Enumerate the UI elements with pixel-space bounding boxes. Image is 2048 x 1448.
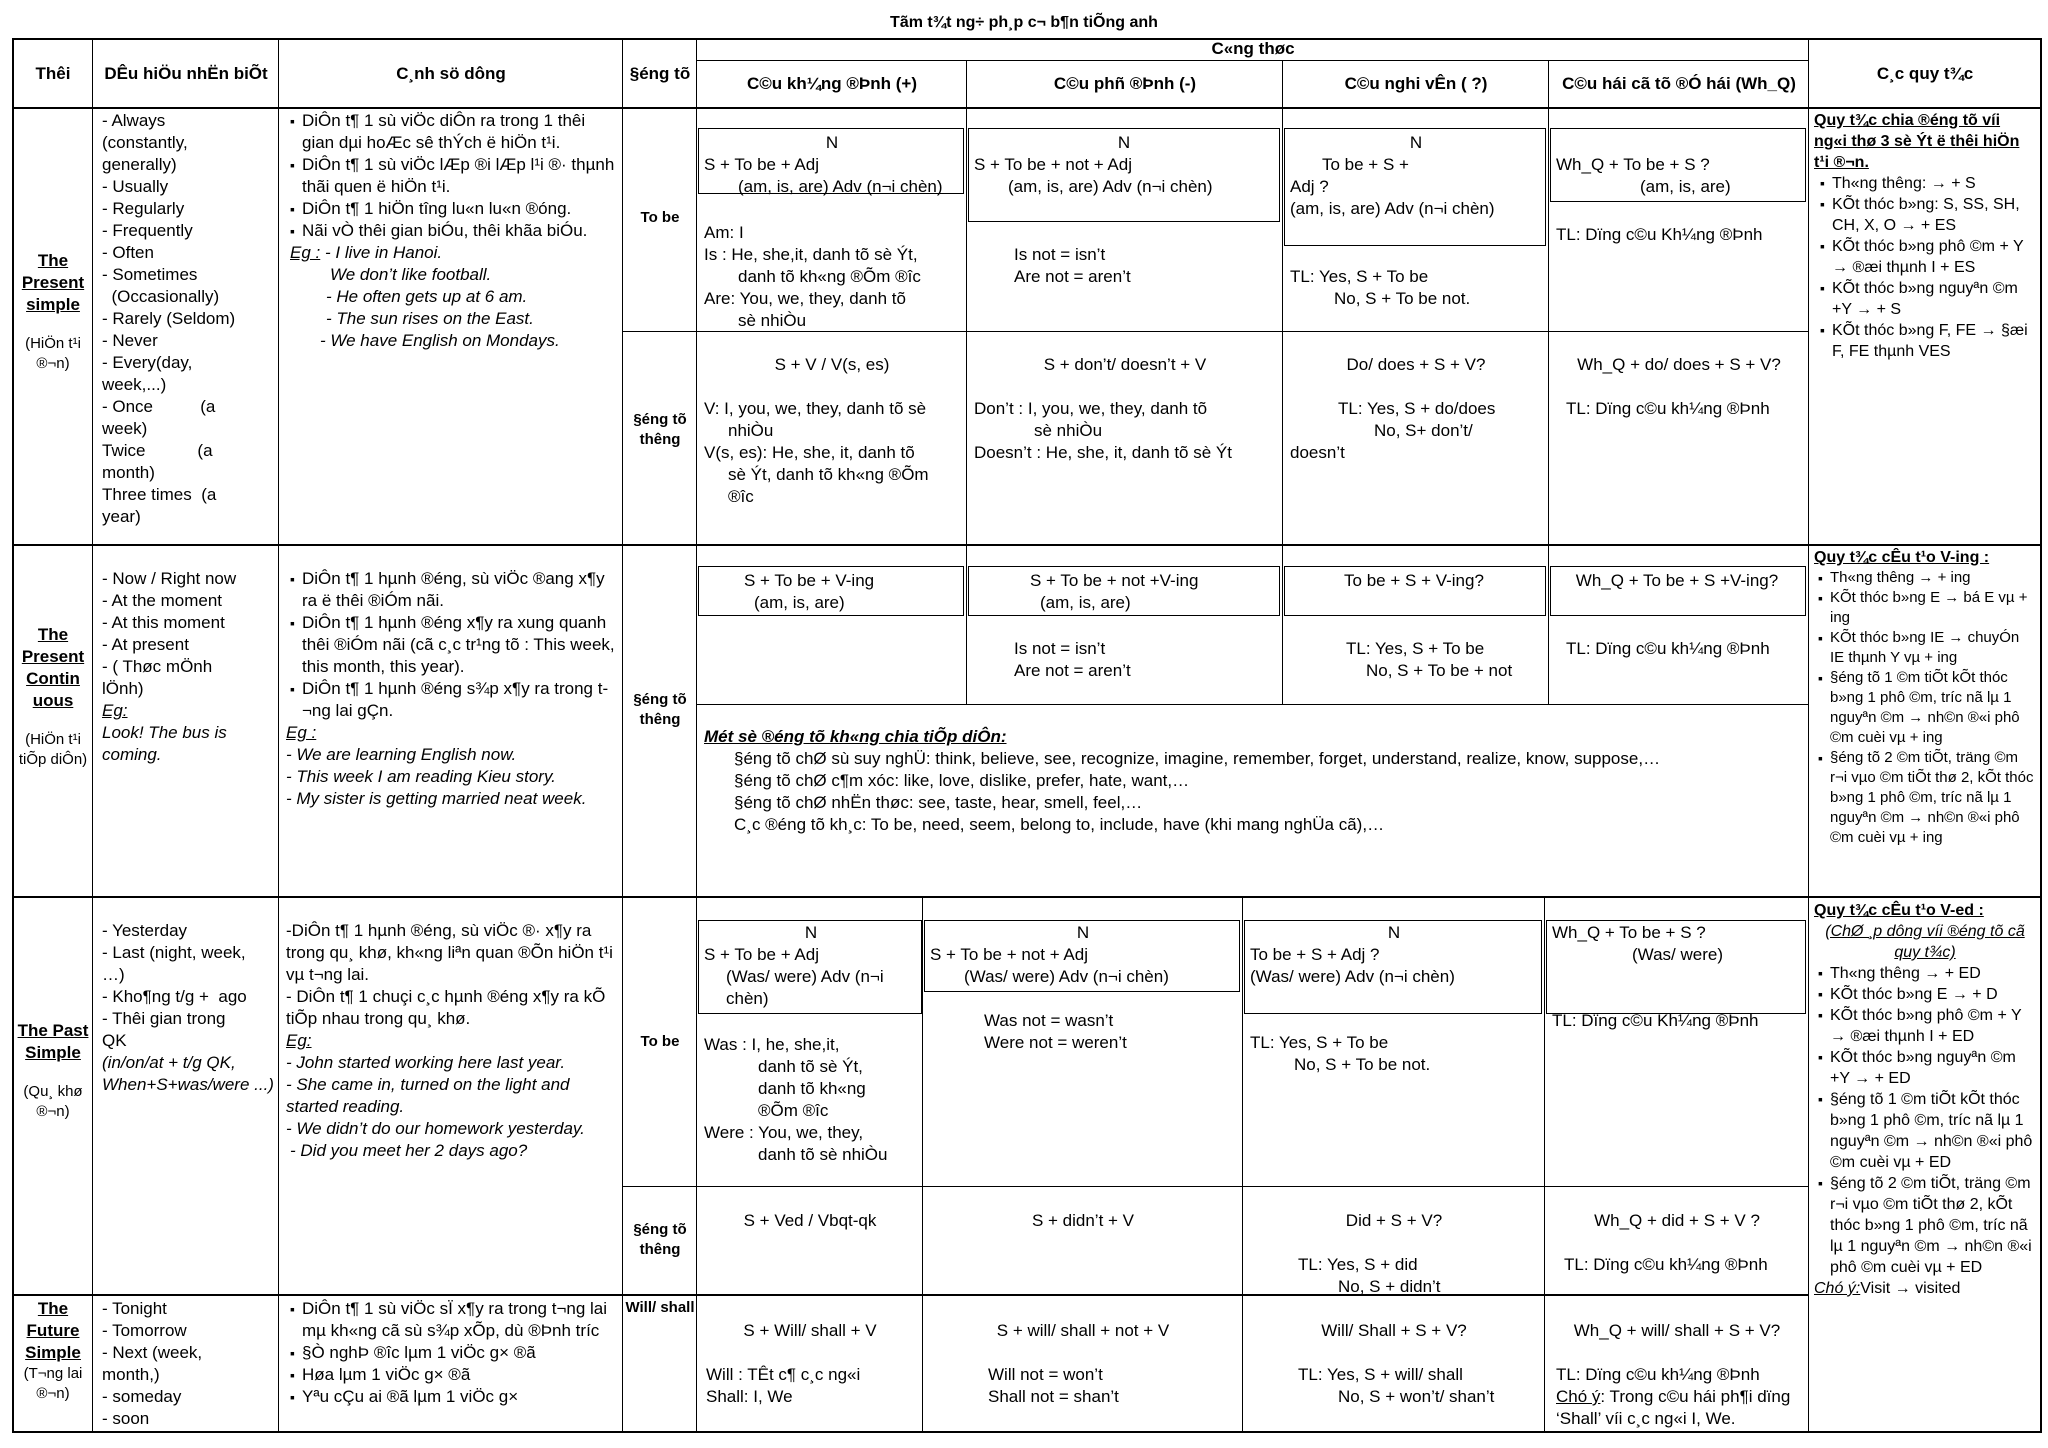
note-line: Will : TÊt c¶ c¸c ng«i xyxy=(706,1365,861,1384)
note-line: No, S + To be not. xyxy=(1294,1055,1431,1074)
note-line: Was : I, he, she,it, xyxy=(704,1035,840,1054)
note-line: Will not = won’t xyxy=(988,1365,1103,1384)
future-wh: Wh_Q + will/ shall + S + V? xyxy=(1573,1321,1781,1340)
future-neg: S + will/ shall + not + V xyxy=(996,1321,1170,1340)
signal-example: Look! The bus is coming. xyxy=(102,723,227,764)
pc-pos xyxy=(704,570,960,614)
signal: week,...) xyxy=(102,375,167,394)
example: - My sister is getting married neat week. xyxy=(286,789,587,808)
note-line: TL: Dïng c©u kh¼ng ®Þnh xyxy=(1556,1365,1760,1384)
note-line: ®Õm ®îc xyxy=(758,1101,829,1120)
past-tobe-neg-notes xyxy=(984,1010,1234,1054)
usage-future-simple xyxy=(282,1298,618,1408)
ps-normal-pos-notes xyxy=(704,398,962,508)
eg-label: Eg: xyxy=(102,701,128,720)
signal: - Kho¶ng t/g + ago xyxy=(102,987,247,1006)
formula-line: (am, is, are) Adv (n¬i chèn) xyxy=(738,177,943,196)
signal: - Every(day, xyxy=(102,353,193,372)
signal: - Rarely (Seldom) xyxy=(102,309,236,328)
formula-line: (Was/ were) Adv (n¬i chèn) xyxy=(726,967,884,1008)
note-line: No, S + won’t/ shan’t xyxy=(1338,1387,1495,1406)
ps-normal-wh-note: TL: Dïng c©u kh¼ng ®Þnh xyxy=(1566,399,1770,418)
header-thi: Thêi xyxy=(35,63,71,83)
signal: month,) xyxy=(102,1365,160,1384)
pc-neg-notes xyxy=(1014,638,1264,682)
rule-item: ▪ Th«ng thêng → + ED xyxy=(1820,963,2036,984)
usage-item: ▪ Nãi vÒ thêi gian biÓu, thêi khãa biÓu. xyxy=(292,220,618,242)
signals-present-continuous xyxy=(102,568,274,766)
signal: week) xyxy=(102,419,148,438)
note-text: Visit → visited xyxy=(1860,1280,1961,1297)
pc-wh-note: TL: Dïng c©u kh¼ng ®Þnh xyxy=(1566,639,1770,658)
exception-item: §éng tõ chØ nhËn thøc: see, taste, hear, smell, feel,… xyxy=(734,793,1143,812)
note-line: nhiÒu xyxy=(728,421,774,440)
past-normal-q-notes xyxy=(1298,1254,1542,1298)
signal: - Regularly xyxy=(102,199,185,218)
note-line: danh tõ kh«ng xyxy=(758,1079,866,1098)
ps-tobe-wh xyxy=(1556,154,1802,198)
pc-neg xyxy=(974,570,1274,614)
future-pos: S + Will/ shall + V xyxy=(743,1321,877,1340)
past-tobe-neg xyxy=(930,922,1236,988)
header-cong-thuc: C«ng thøc xyxy=(1211,39,1295,58)
note-line: TL: Yes, S + do/does xyxy=(1338,399,1496,418)
note-line: TL: Yes, S + To be xyxy=(1290,267,1429,286)
tense-present-continuous xyxy=(14,624,92,770)
verb-normal: §éng tõ thêng xyxy=(633,1221,687,1258)
header-khang-dinh: C©u kh¼ng ®Þnh (+) xyxy=(746,74,918,93)
note-line: danh tõ sè nhiÒu xyxy=(758,1145,888,1164)
pc-q-notes xyxy=(1290,638,1544,682)
ps-normal-q-notes xyxy=(1290,398,1546,464)
verb-normal: §éng tõ thêng xyxy=(633,411,687,448)
note-line: sè nhiÒu xyxy=(1034,421,1103,440)
usage-item: ▪ Høa lµm 1 viÖc g× ®ã xyxy=(292,1364,618,1386)
usage-item: ▪ DiÔn t¶ 1 sù viÖc diÔn ra trong 1 thêi gian dµi hoÆc sê thÝch ë hiÖn t¹i. xyxy=(292,110,618,154)
rules-present-continuous xyxy=(1814,548,2036,848)
example: - He often gets up at 6 am. xyxy=(326,287,528,306)
signal: - At this moment xyxy=(102,613,225,632)
signal: Three times (a xyxy=(102,485,217,504)
header-canh-su-dung: C¸nh sö dông xyxy=(396,63,506,83)
usage-item: - DiÔn t¶ 1 chuçi c¸c hµnh ®éng x¶y ra kÕ tiÕp nhau trong qu¸ khø. xyxy=(286,987,606,1028)
tense-sub: (T¬ng lai ®¬n) xyxy=(23,1365,83,1402)
past-normal-pos: S + Ved / Vbqt-qk xyxy=(743,1211,877,1230)
rule-item: ▪ KÕt thóc b»ng E → bá E vµ + ing xyxy=(1820,588,2036,628)
formula-line: N xyxy=(1117,133,1131,152)
ps-tobe-pos xyxy=(704,132,960,198)
formula-line: To be + S + Adj ? xyxy=(1250,945,1380,964)
verb-tobe: To be xyxy=(640,209,680,226)
rule-item: ▪ KÕt thóc b»ng E → + D xyxy=(1820,984,2036,1005)
note-line: Don’t : I, you, we, they, danh tõ xyxy=(974,399,1208,418)
note-line: TL: Yes, S + did xyxy=(1298,1255,1418,1274)
future-pos-notes xyxy=(706,1364,920,1408)
past-normal-neg: S + didn’t + V xyxy=(1031,1211,1135,1230)
note-line: Is not = isn’t xyxy=(1014,245,1106,264)
usage-present-continuous xyxy=(282,568,618,810)
past-tobe-pos xyxy=(704,922,918,1010)
note-line: V(s, es): He, she, it, danh tõ xyxy=(704,443,915,462)
note-line: Is not = isn’t xyxy=(1014,639,1106,658)
note-line: Am: I xyxy=(704,223,744,242)
signal: - Frequently xyxy=(102,221,193,240)
note-line: doesn’t xyxy=(1290,443,1345,462)
signals-present-simple xyxy=(102,110,274,528)
header-dau-hieu: DÊu hiÖu nhËn biÕt xyxy=(104,63,268,83)
signal: - someday xyxy=(102,1387,182,1406)
ps-normal-pos: S + V / V(s, es) xyxy=(774,355,890,374)
signal: - Never xyxy=(102,331,158,350)
eg-label: Eg : xyxy=(290,243,321,262)
pc-q: To be + S + V-ing? xyxy=(1344,571,1484,590)
tense-future-simple xyxy=(14,1298,92,1404)
verb-tobe: To be xyxy=(640,1033,680,1050)
note-line: Are: You, we, they, danh tõ xyxy=(704,289,906,308)
header-quy-tac: C¸c quy t¾c xyxy=(1876,63,1974,83)
header-nghi-van: C©u nghi vÊn ( ?) xyxy=(1344,74,1488,93)
signal: (Occasionally) xyxy=(102,287,220,306)
note-line: Are not = aren’t xyxy=(1014,661,1131,680)
formula-line: Wh_Q + To be + S ? xyxy=(1552,923,1706,942)
note-line: Were not = weren’t xyxy=(984,1033,1127,1052)
example: - Did you meet her 2 days ago? xyxy=(290,1141,528,1160)
formula-line: (am, is, are) Adv (n¬i chèn) xyxy=(1290,199,1495,218)
ps-tobe-q xyxy=(1290,132,1542,220)
usage-item: ▪ DiÔn t¶ 1 hiÖn tîng lu«n lu«n ®óng. xyxy=(292,198,618,220)
tense-present-simple xyxy=(14,250,92,374)
formula-line: N xyxy=(825,133,839,152)
note-line: Is : He, she,it, danh tõ sè Ýt, xyxy=(704,245,918,264)
past-tobe-q-notes xyxy=(1250,1032,1538,1076)
past-normal-wh-note: TL: Dïng c©u kh¼ng ®Þnh xyxy=(1564,1255,1768,1274)
tense-name: The Past Simple xyxy=(17,1021,89,1062)
future-neg-notes xyxy=(988,1364,1238,1408)
signal: - Often xyxy=(102,243,154,262)
formula-line: (am, is, are) xyxy=(1040,593,1131,612)
formula-line: (Was/ were) xyxy=(1632,945,1723,964)
formula-line: N xyxy=(1076,923,1090,942)
note-line: TL: Yes, S + will/ shall xyxy=(1298,1365,1463,1384)
note-line: Shall not = shan’t xyxy=(988,1387,1119,1406)
header-cau-hoi: C©u hái cã tõ ®Ó hái (Wh_Q) xyxy=(1562,74,1796,93)
formula-line: (Was/ were) Adv (n¬i chèn) xyxy=(964,967,1169,986)
rule-item: ▪ KÕt thóc b»ng F, FE → §æi F, FE thµnh VES xyxy=(1822,320,2036,362)
note-line: TL: Yes, S + To be xyxy=(1346,639,1485,658)
verb-normal: §éng tõ thêng xyxy=(633,691,687,728)
example: - We have English on Mondays. xyxy=(320,331,560,350)
usage-present-simple xyxy=(282,110,618,352)
past-tobe-wh xyxy=(1552,922,1802,966)
example: - I live in Hanoi. xyxy=(324,243,443,262)
formula-line: (Was/ were) Adv (n¬i chèn) xyxy=(1250,967,1455,986)
formula-line: S + To be + not + Adj xyxy=(974,155,1133,174)
note-line: No, S + To be + not xyxy=(1366,661,1513,680)
past-tobe-pos-notes xyxy=(704,1034,920,1166)
note-line: sè Ýt, danh tõ kh«ng ®Õm xyxy=(728,465,929,484)
example: - We didn’t do our homework yesterday. xyxy=(286,1119,585,1138)
signal: lÖnh) xyxy=(102,679,144,698)
past-normal-q: Did + S + V? xyxy=(1345,1211,1443,1230)
note-line: sè nhiÒu xyxy=(738,311,807,330)
formula-line: S + To be + Adj xyxy=(704,945,819,964)
rules-past-simple xyxy=(1814,900,2036,1299)
note-line: ®îc xyxy=(728,487,754,506)
rule-item: ▪ KÕt thóc b»ng phô ©m + Y → ®æi thµnh I + ES xyxy=(1822,236,2036,278)
signal: - Last (night, week, xyxy=(102,943,246,962)
signal: - Tonight xyxy=(102,1299,167,1318)
note-line: Doesn’t : He, she, it, danh tõ sè Ýt xyxy=(974,443,1232,462)
signal: generally) xyxy=(102,155,177,174)
formula-line: N xyxy=(1409,133,1423,152)
pc-wh: Wh_Q + To be + S +V-ing? xyxy=(1575,571,1779,590)
tense-sub: (HiÖn t¹i ®¬n) xyxy=(25,335,81,372)
example: We don’t like football. xyxy=(330,265,492,284)
ps-tobe-q-notes xyxy=(1290,266,1542,310)
tense-sub: (Qu¸ khø ®¬n) xyxy=(23,1083,83,1120)
eg-label: Eg : xyxy=(286,723,317,742)
note-line: No, S+ don’t/ xyxy=(1374,421,1473,440)
future-wh-notes xyxy=(1552,1364,1806,1430)
ps-normal-wh: Wh_Q + do/ does + S + V? xyxy=(1577,355,1781,374)
signal: - Tomorrow xyxy=(102,1321,187,1340)
signal: - ( Thøc mÖnh xyxy=(102,657,213,676)
signal: - At the moment xyxy=(102,591,222,610)
signal: QK xyxy=(102,1031,127,1050)
ps-tobe-wh-note: TL: Dïng c©u Kh¼ng ®Þnh xyxy=(1556,225,1763,244)
formula-line: N xyxy=(804,923,818,942)
formula-line: To be + S + xyxy=(1322,155,1409,174)
rule-item: ▪ KÕt thóc b»ng: S, SS, SH, CH, X, O → + ES xyxy=(1822,194,2036,236)
past-tobe-wh-note: TL: Dïng c©u Kh¼ng ®Þnh xyxy=(1552,1011,1759,1030)
usage-item: ▪ DiÔn t¶ 1 hµnh ®éng s¾p x¶y ra trong t¬ng lai gÇn. xyxy=(292,678,618,722)
signal-note: (in/on/at + t/g QK, When+S+was/were ...) xyxy=(102,1053,274,1094)
note-text: : Trong c©u hái ph¶i dïng ‘Shall’ víi c¸c ng«i I, We. xyxy=(1556,1387,1791,1428)
header-phu-dinh: C©u phñ ®Þnh (-) xyxy=(1053,74,1197,93)
note-line: Was not = wasn’t xyxy=(984,1011,1114,1030)
signal: (constantly, xyxy=(102,133,188,152)
note-line: No, S + didn’t xyxy=(1338,1277,1441,1296)
signal: year) xyxy=(102,507,141,526)
exception-item: C¸c ®éng tõ kh¸c: To be, need, seem, belong to, include, have (khi mang nghÜa cã),… xyxy=(734,815,1385,834)
future-q: Will/ Shall + S + V? xyxy=(1321,1321,1467,1340)
exceptions-title: Mét sè ®éng tõ kh«ng chia tiÕp diÔn: xyxy=(704,727,1007,746)
formula-line: Adj ? xyxy=(1290,177,1329,196)
note-line: danh tõ sè Ýt, xyxy=(758,1057,863,1076)
tense-sub: (HiÖn t¹i tiÕp diÔn) xyxy=(18,731,88,768)
rule-item: ▪ Th«ng thêng → + ing xyxy=(1820,568,2036,588)
formula-line: (am, is, are) xyxy=(754,593,845,612)
rule-item: ▪ §éng tõ 1 ©m tiÕt kÕt thóc b»ng 1 phô ©m, tríc nã lµ 1 nguyªn ©m → nh©n ®«i phô ©m cuèi vµ + ing xyxy=(1820,668,2036,748)
signal: Twice (a xyxy=(102,441,213,460)
rule-item: ▪ Th«ng thêng: → + S xyxy=(1822,173,2036,194)
signal: …) xyxy=(102,965,125,984)
note-line: No, S + To be not. xyxy=(1334,289,1471,308)
note-line: danh tõ kh«ng ®Õm ®îc xyxy=(738,267,921,286)
signal: - Always xyxy=(102,111,166,130)
usage-item: ▪ DiÔn t¶ 1 hµnh ®éng x¶y ra xung quanh thêi ®iÓm nãi (cã c¸c tr¹ng tõ : This week, this month, this year). xyxy=(292,612,618,678)
signals-future-simple xyxy=(102,1298,274,1430)
ps-tobe-neg-notes xyxy=(1014,244,1264,288)
signal: - Sometimes xyxy=(102,265,198,284)
example: - This week I am reading Kieu story. xyxy=(286,767,556,786)
formula-line: S + To be + not +V-ing xyxy=(1030,571,1199,590)
ps-normal-neg: S + don’t/ doesn’t + V xyxy=(1043,355,1207,374)
formula-line: (am, is, are) xyxy=(1640,177,1731,196)
tense-name: The Present simple xyxy=(21,251,85,314)
rules-present-simple xyxy=(1814,110,2036,362)
rule-item: ▪ KÕt thóc b»ng IE → chuyÓn IE thµnh Y vµ + ing xyxy=(1820,628,2036,668)
usage-item: -DiÔn t¶ 1 hµnh ®éng, sù viÖc ®· x¶y ra trong qu¸ khø, kh«ng liªn quan ®Õn hiÖn t¹i vµ t¬ng lai. xyxy=(286,921,613,984)
usage-item: ▪ DiÔn t¶ 1 hµnh ®éng, sù viÖc ®ang x¶y ra ë thêi ®iÓm nãi. xyxy=(292,568,618,612)
rule-title: Quy t¾c chia ®éng tõ víi ng«i thø 3 sè Ýt ë thêi hiÖn t¹i ®¬n. xyxy=(1814,112,2020,171)
signal: - soon xyxy=(102,1409,150,1428)
example: - We are learning English now. xyxy=(286,745,517,764)
rule-sub: (ChØ ¸p dông víi ®éng tõ cã quy t¾c) xyxy=(1825,923,2025,961)
tense-name: The Future Simple xyxy=(25,1299,81,1362)
formula-line: (am, is, are) Adv (n¬i chèn) xyxy=(1008,177,1213,196)
past-tobe-q xyxy=(1250,922,1538,988)
usage-item: ▪ Yªu cÇu ai ®ã lµm 1 viÖc g× xyxy=(292,1386,618,1408)
formula-line: N xyxy=(1387,923,1401,942)
rule-item: ▪ KÕt thóc b»ng nguyªn ©m +Y → + S xyxy=(1822,278,2036,320)
formula-line: S + To be + not + Adj xyxy=(930,945,1089,964)
exception-item: §éng tõ chØ c¶m xóc: like, love, dislike, prefer, hate, want,… xyxy=(734,771,1190,790)
exception-item: §éng tõ chØ sù suy nghÜ: think, believe, see, recognize, imagine, remember, forget, understand, realize, know, suppose,… xyxy=(734,749,1661,768)
signal: - Next (week, xyxy=(102,1343,203,1362)
usage-item: ▪ DiÔn t¶ 1 sù viÖc sÏ x¶y ra trong t¬ng lai mµ kh«ng cã sù s¾p xÕp, dù ®Þnh tríc xyxy=(292,1298,618,1342)
signal: - Once (a xyxy=(102,397,216,416)
note-line: TL: Yes, S + To be xyxy=(1250,1033,1389,1052)
signal: - Usually xyxy=(102,177,169,196)
signal: - Yesterday xyxy=(102,921,188,940)
tense-name: The Present Contin uous xyxy=(21,625,85,710)
signal: - Thêi gian trong xyxy=(102,1009,226,1028)
usage-past-simple xyxy=(286,920,618,1162)
example: - The sun rises on the East. xyxy=(326,309,534,328)
header-dong-tu: §éng tõ xyxy=(629,63,691,83)
formula-line: S + To be + Adj xyxy=(704,155,819,174)
ps-normal-neg-notes xyxy=(974,398,1280,464)
note-label: Chó ý: xyxy=(1814,1280,1861,1297)
pc-exceptions xyxy=(704,726,1804,836)
note-line: V: I, you, we, they, danh tõ sè xyxy=(704,399,927,418)
rule-title: Quy t¾c cÊu t¹o V-ing : xyxy=(1814,549,1990,566)
future-q-notes xyxy=(1298,1364,1542,1408)
rule-title: Quy t¾c cÊu t¹o V-ed : xyxy=(1814,902,1984,919)
signal: - Now / Right now xyxy=(102,569,237,588)
note-line: Shall: I, We xyxy=(706,1387,793,1406)
signals-past-simple xyxy=(102,920,274,1096)
rule-item: ▪ KÕt thóc b»ng phô ©m + Y → ®æi thµnh I + ED xyxy=(1820,1005,2036,1047)
signal: - At present xyxy=(102,635,189,654)
note-label: Chó ý xyxy=(1556,1387,1601,1406)
note-line: Are not = aren’t xyxy=(1014,267,1131,286)
rule-item: ▪ §éng tõ 2 ©m tiÕt, träng ©m r¬i vµo ©m tiÕt thø 2, kÕt thóc b»ng 1 phô ©m, tríc nã lµ 1 nguyªn ©m → nh©n ®«i phô ©m cuèi vµ + ing xyxy=(1820,748,2036,848)
past-normal-wh: Wh_Q + did + S + V ? xyxy=(1594,1211,1760,1230)
page-title: Tãm t¾t ng÷ ph¸p c¬ b¶n tiÕng anh xyxy=(890,14,1158,31)
verb-will-shall: Will/ shall xyxy=(625,1299,695,1316)
signal: month) xyxy=(102,463,155,482)
rule-item: ▪ §éng tõ 1 ©m tiÕt kÕt thóc b»ng 1 phô ©m, tríc nã lµ 1 nguyªn ©m → nh©n ®«i phô ©m cuèi vµ + ED xyxy=(1820,1089,2036,1173)
formula-line: Wh_Q + To be + S ? xyxy=(1556,155,1710,174)
ps-normal-q: Do/ does + S + V? xyxy=(1346,355,1486,374)
rule-item: ▪ KÕt thóc b»ng nguyªn ©m +Y → + ED xyxy=(1820,1047,2036,1089)
ps-tobe-pos-notes xyxy=(704,222,962,332)
rule-item: ▪ §éng tõ 2 ©m tiÕt, träng ©m r¬i vµo ©m tiÕt thø 2, kÕt thóc b»ng 1 phô ©m, tríc nã lµ 1 nguyªn ©m → nh©n ®«i phô ©m cuèi vµ + ED xyxy=(1820,1173,2036,1278)
note-line: Were : You, we, they, xyxy=(704,1123,864,1142)
example: - John started working here last year. xyxy=(286,1053,566,1072)
usage-item: ▪ §Ò nghÞ ®îc lµm 1 viÖc g× ®ã xyxy=(292,1342,618,1364)
tense-past-simple xyxy=(14,1020,92,1122)
usage-item: ▪ DiÔn t¶ 1 sù viÖc lÆp ®i lÆp l¹i ®· thµnh thãi quen ë hiÖn t¹i. xyxy=(292,154,618,198)
ps-tobe-neg xyxy=(974,132,1274,198)
formula-line: S + To be + V-ing xyxy=(744,571,875,590)
example: - She came in, turned on the light and started reading. xyxy=(286,1075,570,1116)
eg-label: Eg: xyxy=(286,1031,312,1050)
